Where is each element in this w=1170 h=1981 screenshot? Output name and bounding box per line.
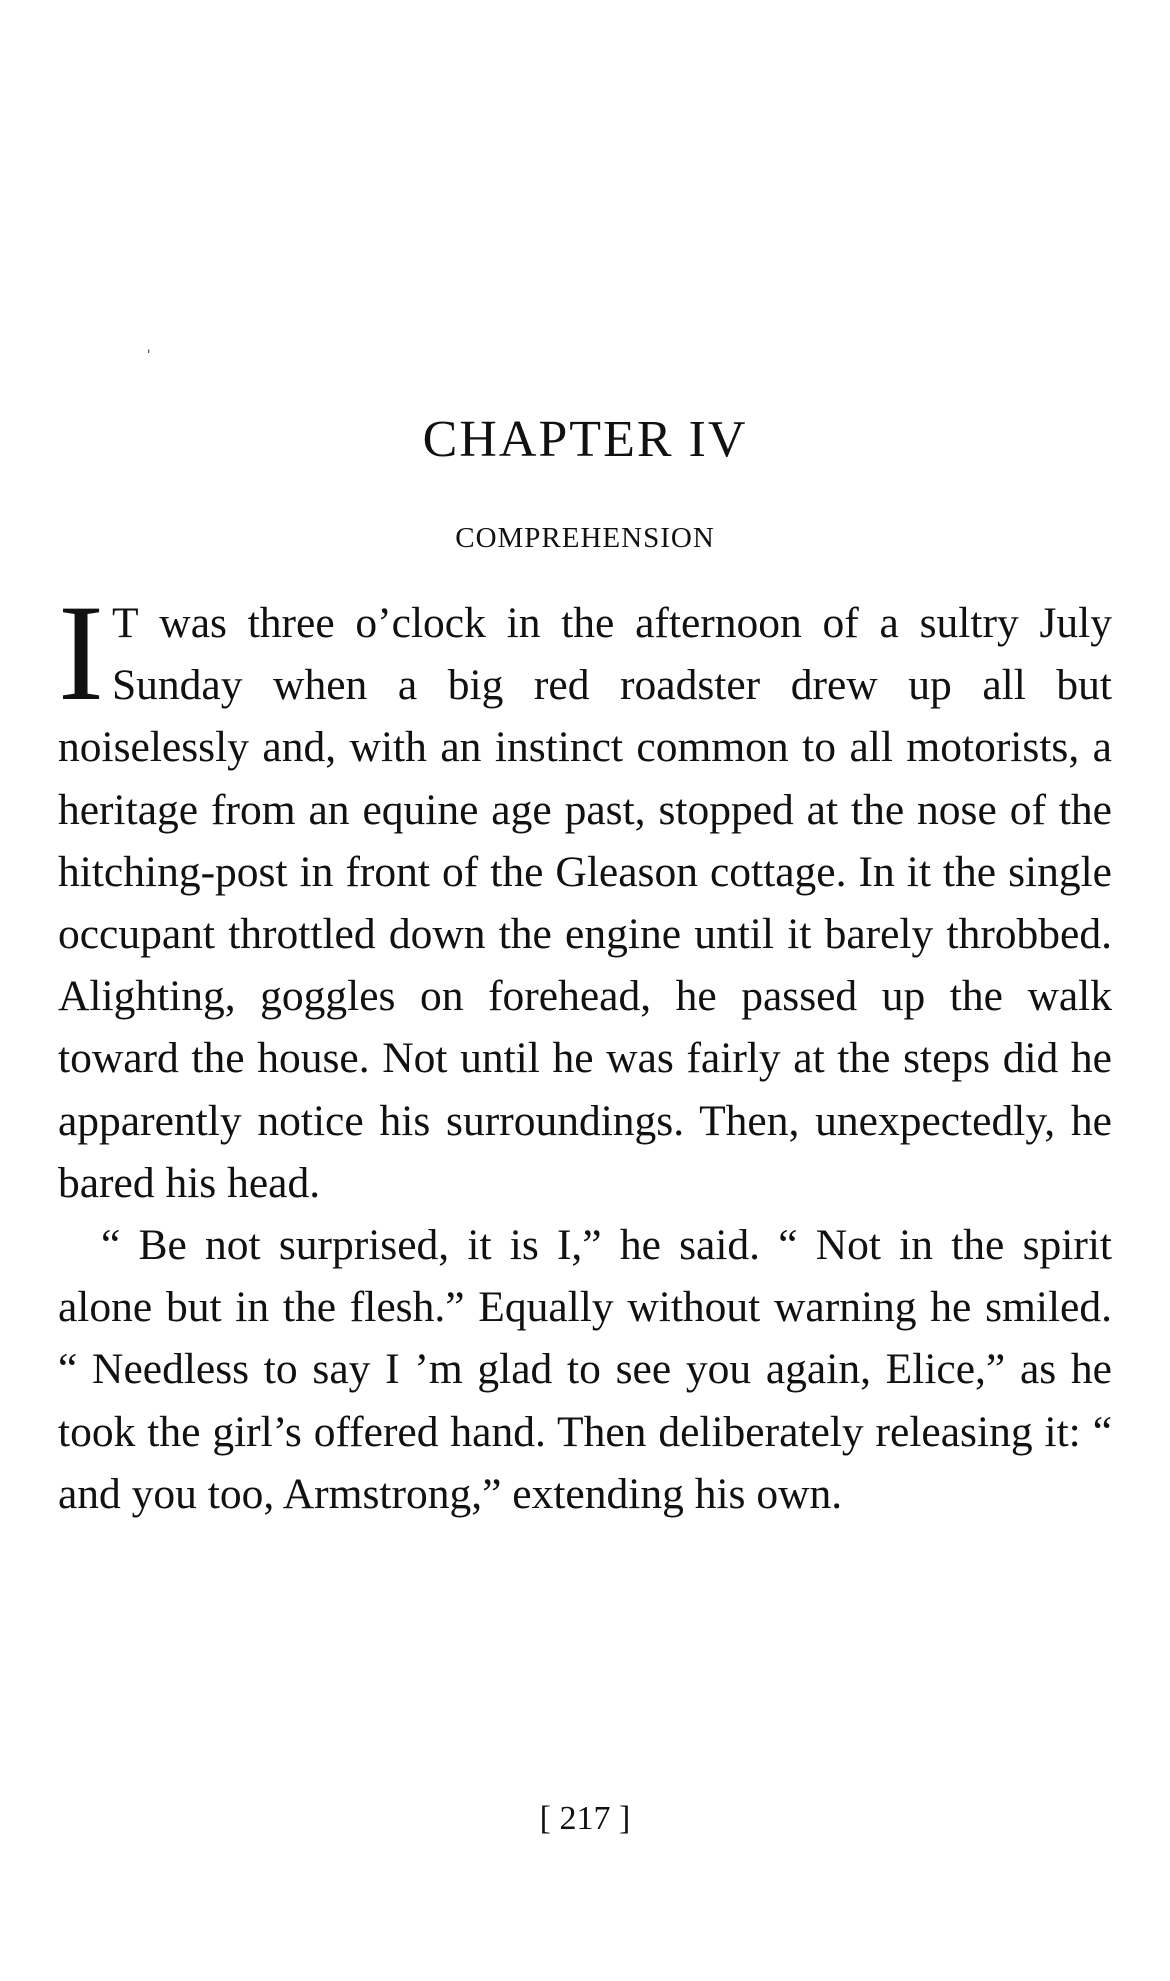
drop-cap: I bbox=[58, 576, 104, 729]
chapter-title: CHAPTER IV bbox=[422, 411, 748, 468]
chapter-subtitle: COMPREHENSION bbox=[455, 522, 715, 554]
paragraph-first bbox=[58, 576, 1112, 1214]
page-number: [ 217 ] bbox=[539, 1800, 631, 1837]
paragraph-second: “ Be not surprised, it is I,” he said. “ Not in the spirit alone but in the flesh.” Equally without warning he smiled. “ Needless to say I ’m glad to see you again, Elice,” as he took the girl’s offered hand. Then deliberately releasing it: “ and you too, Armstrong,” extending his own. bbox=[58, 1221, 1112, 1518]
print-speck: ˈ bbox=[145, 345, 153, 370]
paragraph-first-text: was three o’clock in the afternoon of a sultry July Sunday when a big red roadster drew up all but noiselessly and, with an instinct common to all motorists, a heritage from an equine age past, stopped at the nose of the hitching-post in front of the Gleason cottage. In it the single occupant throttled down the engine until it barely throbbed. Alighting, goggles on forehead, he passed up the walk toward the house. Not until he was fairly at the steps did he apparently notice his surroundings. Then, unexpectedly, he bared his head. bbox=[58, 599, 1112, 1207]
body-text bbox=[58, 576, 1112, 1525]
lead-caps: T bbox=[111, 599, 139, 647]
